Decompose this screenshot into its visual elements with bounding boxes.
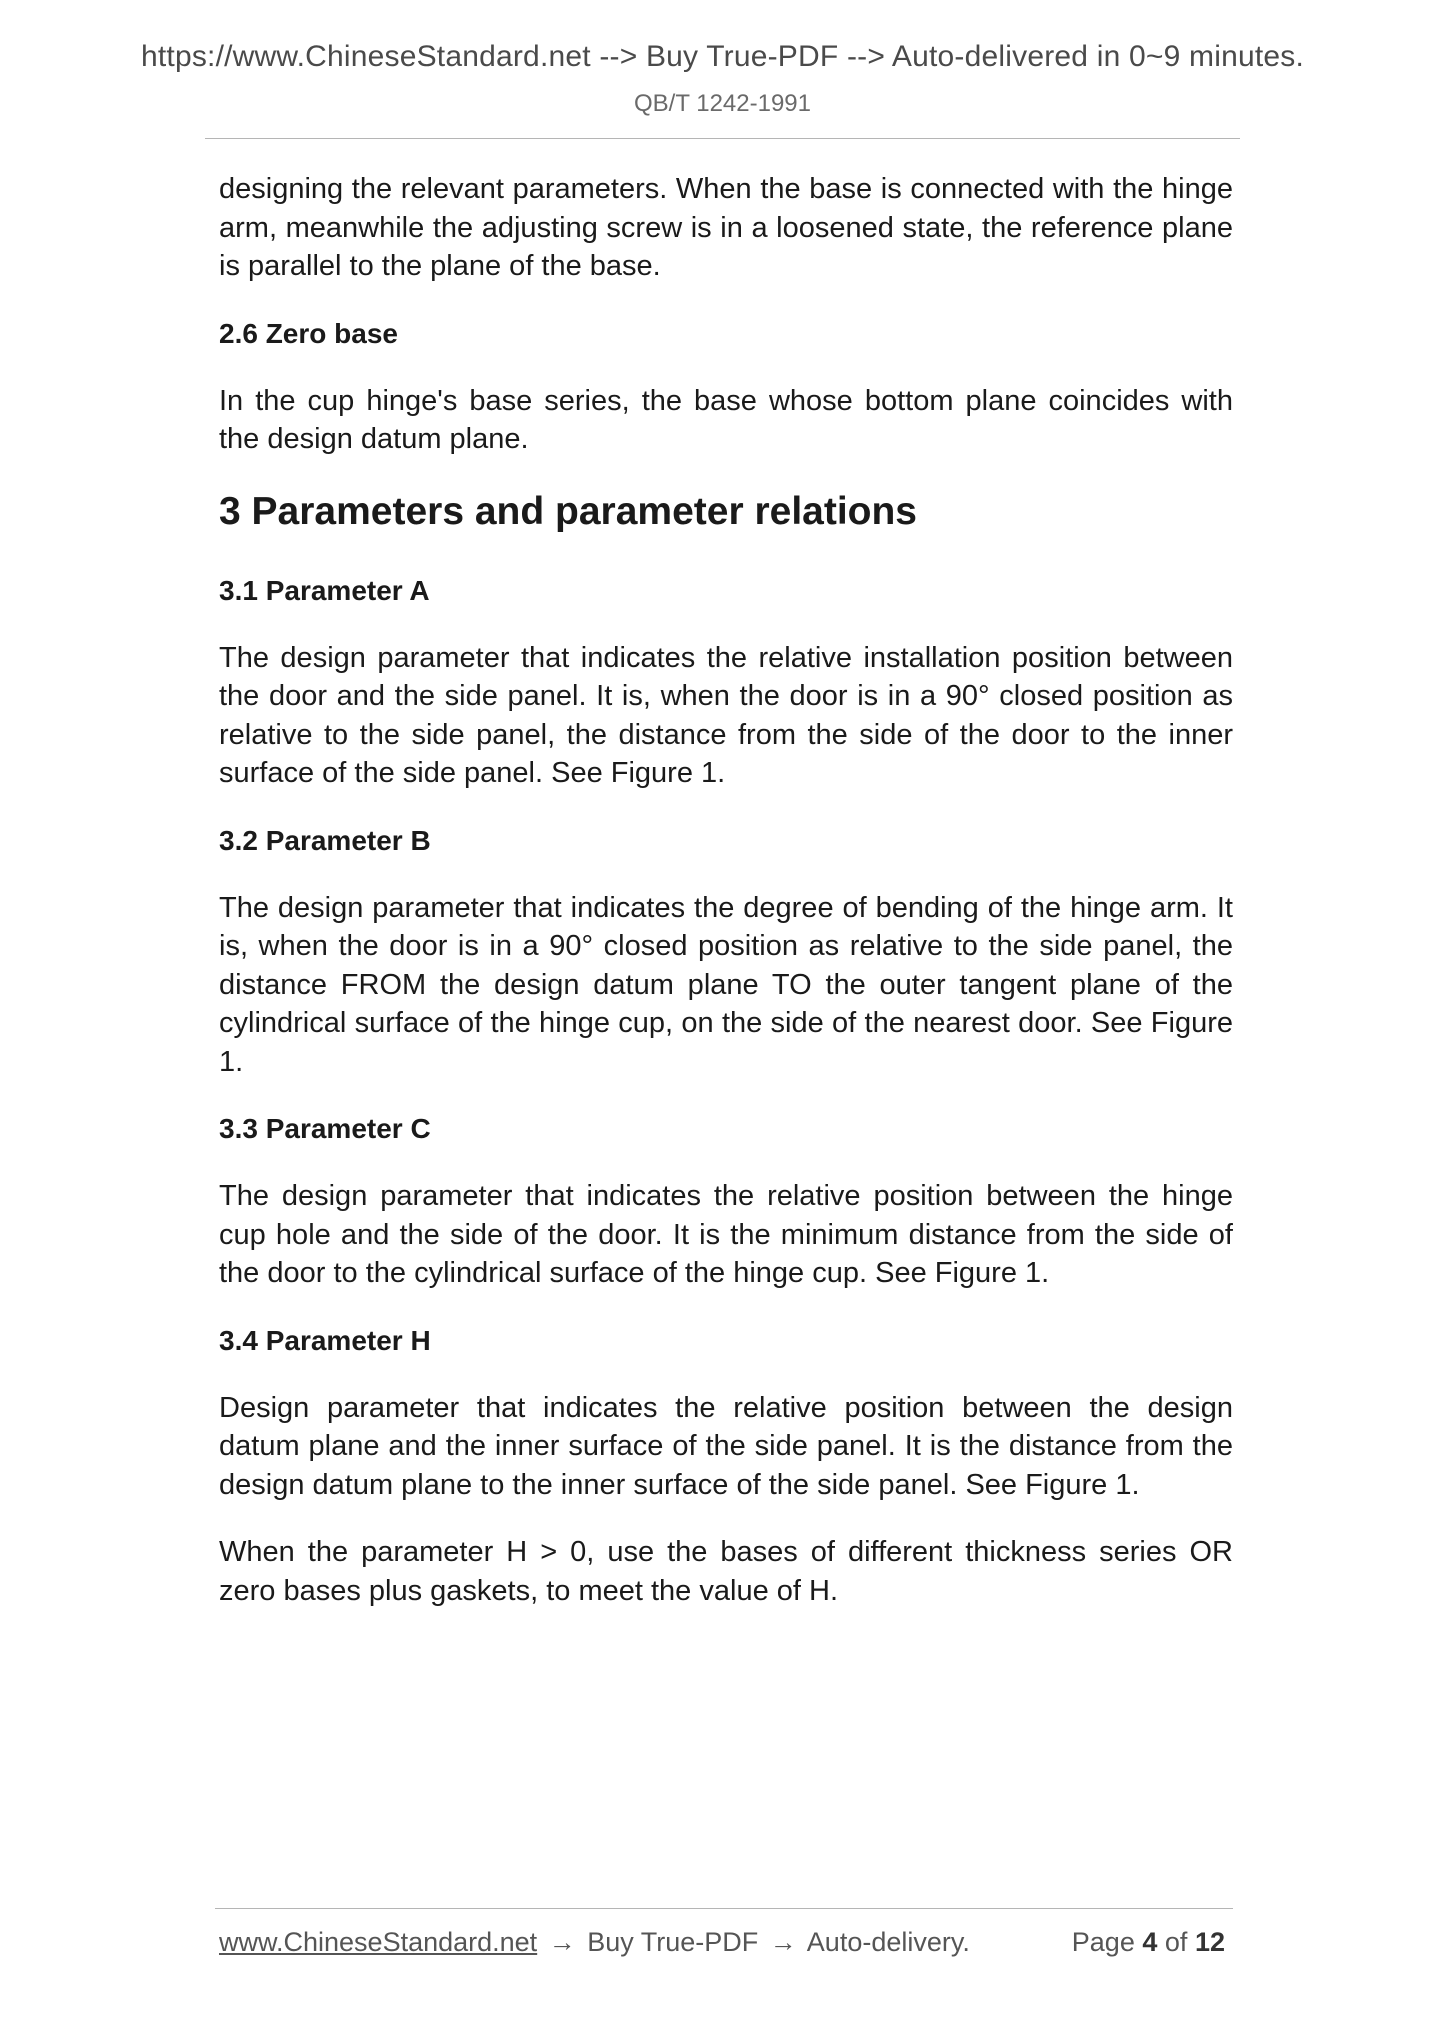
page-footer: [219, 1927, 1233, 1963]
website-link[interactable]: www.ChineseStandard.net: [219, 1927, 538, 1957]
buy-text: Buy True-PDF: [587, 1927, 759, 1957]
heading-2-6: 2.6 Zero base: [219, 317, 398, 349]
section-3-heading: 3 Parameters and parameter relations: [219, 489, 918, 533]
document-body: [219, 170, 1233, 1639]
heading-3-1: 3.1 Parameter A: [219, 574, 430, 606]
page-indicator: [1072, 1927, 1225, 1958]
document-code: QB/T 1242-1991: [633, 90, 811, 117]
intro-paragraph: designing the relevant parameters. When the base is connected with the hinge arm, meanwhile the adjusting screw is in a loosened state, the reference plane is parallel to the plane of the base.: [219, 173, 1233, 282]
header-banner: https://www.ChineseStandard.net --> Buy True-PDF --> Auto-delivered in 0~9 minutes.: [141, 40, 1304, 73]
paragraph-3-2: The design parameter that indicates the degree of bending of the hinge arm. It is, when the door is in a 90° closed position as relative to the side panel, the distance FROM the design datum plane TO the outer tangent plane of the cylindrical surface of the hinge cup, on the side of the nearest door. See Figure 1.: [219, 891, 1233, 1078]
paragraph-3-4: Design parameter that indicates the relative position between the design datum plane and the inner surface of the side panel. It is the distance from the design datum plane to the inner surface of the side panel. See Figure 1.: [219, 1391, 1233, 1501]
paragraph-2-6: In the cup hinge's base series, the base whose bottom plane coincides with the design datum plane.: [219, 384, 1233, 455]
delivery-text: Auto-delivery.: [806, 1927, 970, 1957]
heading-3-3: 3.3 Parameter C: [219, 1113, 431, 1144]
page-total: 12: [1194, 1927, 1225, 1957]
paragraph-3-4-note: When the parameter H > 0, use the bases of different thickness series OR zero bases plus gaskets, to meet the value of H.: [219, 1536, 1233, 1607]
page-label: Page: [1071, 1927, 1135, 1957]
header-divider: [205, 138, 1240, 139]
footer-divider: [215, 1908, 1233, 1909]
arrow-right-icon: →: [548, 1927, 576, 1957]
footer-left: [219, 1927, 970, 1958]
paragraph-3-1: The design parameter that indicates the relative installation position between the door and the side panel. It is, when the door is in a 90° closed position as relative to the side panel, the distance from the side of the door to the inner surface of the side panel. See Figure 1.: [219, 641, 1233, 789]
paragraph-3-3: The design parameter that indicates the relative position between the hinge cup hole and the side of the door. It is the minimum distance from the side of the door to the cylindrical surface of the hinge cup. See Figure 1.: [219, 1180, 1233, 1289]
arrow-right-icon: →: [769, 1927, 797, 1957]
heading-3-4: 3.4 Parameter H: [219, 1324, 431, 1356]
page-current: 4: [1142, 1927, 1158, 1957]
heading-3-2: 3.2 Parameter B: [219, 824, 431, 856]
page-of: of: [1164, 1927, 1188, 1957]
